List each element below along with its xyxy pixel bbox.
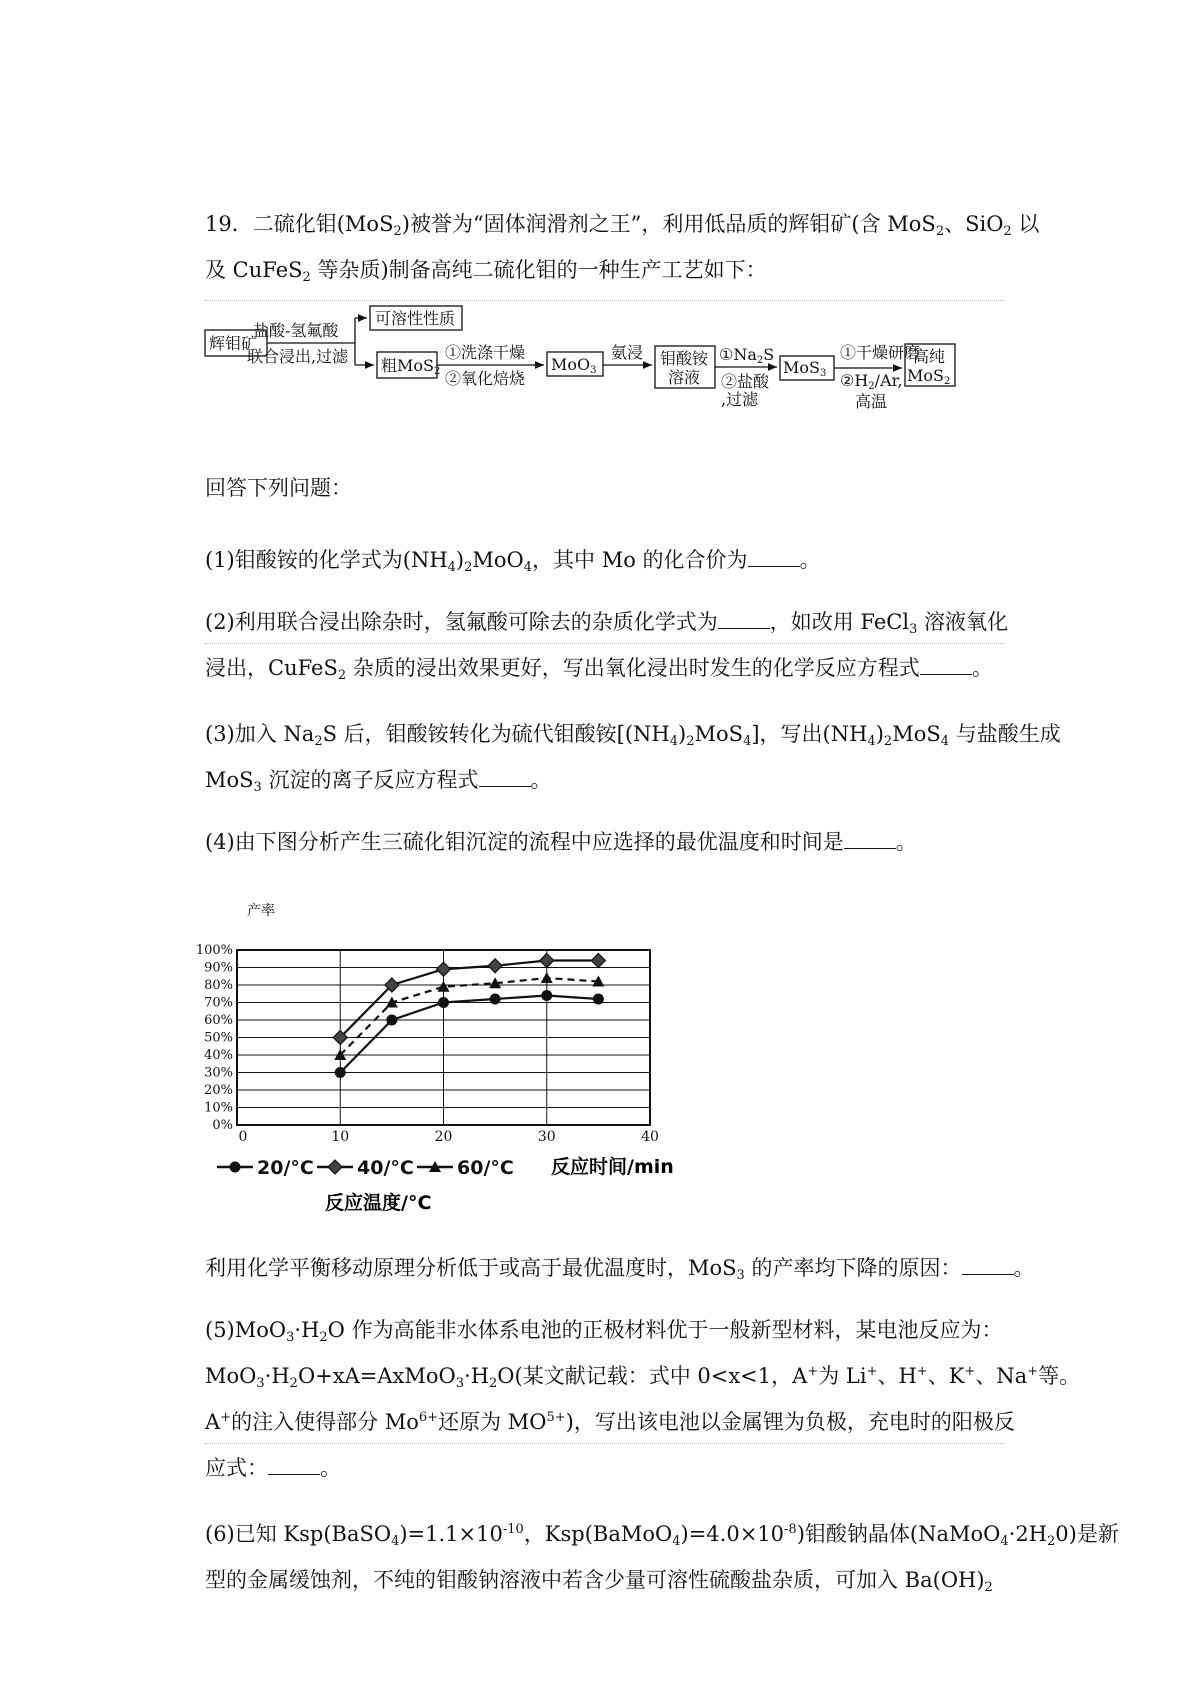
crude-label: 粗MoS2 — [381, 356, 441, 377]
legend-marker-diamond — [328, 1160, 342, 1174]
pure-label-1: 高纯 — [913, 347, 946, 366]
y-tick-label: 60% — [204, 1013, 233, 1028]
q1: (1)钼酸铵的化学式为$(NH_4)_2MoO_4$，其中 Mo 的化合价为 。 — [205, 548, 821, 575]
answer-blank[interactable] — [479, 770, 531, 787]
step2-top-label: ①洗涤干燥 — [445, 343, 526, 362]
data-point-triangle — [438, 981, 450, 992]
answer-blank[interactable] — [920, 658, 972, 675]
step5-top-label: ①干燥研磨 — [840, 343, 921, 362]
q2-line2: 浸出，CuFeS$_2$ 杂质的浸出效果更好，写出氧化浸出时发生的化学反应方程式 。 — [205, 656, 993, 683]
q5-line2: $MoO_3\cdot H_2O+xA=AxMoO_3\cdot H_2O$(某文献记载：式中 0<x<1，A+为 Li+、H+、K+、Na+等。 — [205, 1364, 1081, 1391]
moo3-label: MoO3 — [551, 355, 597, 376]
data-point-circle — [386, 1015, 397, 1026]
q4: (4)由下图分析产生三硫化钼沉淀的流程中应选择的最优温度和时间是 。 — [205, 830, 917, 854]
ammonium-label-1: 钼酸铵 — [660, 349, 709, 368]
data-point-circle — [335, 1067, 346, 1078]
legend-title: 反应温度/°C — [325, 1192, 432, 1214]
y-tick-label: 40% — [204, 1048, 233, 1063]
step3-label: 氨浸 — [611, 343, 644, 362]
series-line-3 — [340, 978, 598, 1055]
y-tick-label: 20% — [204, 1083, 233, 1098]
q5-line1: $(5)MoO_3\cdot H_2O$ 作为高能非水体系电池的正极材料优于一般新型材料，某电池反应为： — [205, 1318, 1003, 1345]
step5-mid-label: ②H2/Ar, — [840, 371, 903, 392]
ore-label: 辉钼矿 — [209, 334, 258, 353]
data-point-diamond — [591, 954, 605, 968]
yield-line-chart — [195, 895, 735, 1225]
x-tick-label: 10 — [331, 1129, 350, 1145]
q5-line4: 应式： 。 — [205, 1456, 341, 1480]
answer-blank[interactable] — [962, 1258, 1014, 1275]
y-tick-label: 50% — [204, 1030, 233, 1046]
step2-bottom-label: ②氧化焙烧 — [445, 369, 526, 388]
data-point-diamond — [437, 962, 451, 976]
q6-line2: 型的金属缓蚀剂，不纯的钼酸钠溶液中若含少量可溶性硫酸盐杂质，可加入 $Ba(OH)_2$ — [205, 1568, 993, 1595]
ammonium-label-2: 溶液 — [668, 368, 701, 387]
y-tick-label: 0% — [212, 1118, 233, 1133]
divider — [205, 643, 1005, 644]
answer-blank[interactable] — [718, 612, 770, 629]
q19-line1: 19．二硫化钼(MoS$_2$)被誉为“固体润滑剂之王”，利用低品质的辉钼矿(含 MoS$_2$、SiO$_2$ 以 — [205, 212, 1040, 239]
q19-line2: 及 CuFeS$_2$ 等杂质)制备高纯二硫化钼的一种生产工艺如下： — [205, 258, 767, 285]
pure-label-2: MoS2 — [907, 366, 951, 387]
divider — [205, 1443, 1005, 1444]
step5-bottom-label: 高温 — [855, 392, 888, 411]
series-line-1 — [340, 996, 598, 1073]
data-point-circle — [438, 997, 449, 1008]
series-line-2 — [340, 961, 598, 1038]
q3-line1: (3)加入 $Na_2S$ 后，钼酸铵转化为硫代钼酸铵$[(NH_4)_2MoS_4]$，写出$(NH_4)_2MoS_4$ 与盐酸生成 — [205, 722, 1061, 749]
x-tick-label: 40 — [641, 1129, 659, 1145]
y-tick-label: 10% — [204, 1100, 233, 1116]
legend-entry: 60/°C — [457, 1157, 514, 1179]
data-point-diamond — [540, 954, 554, 968]
data-point-circle — [541, 990, 552, 1001]
answer-prompt: 回答下列问题： — [205, 476, 352, 500]
q2-line1: (2)利用联合浸出除杂时，氢氟酸可除去的杂质化学式为 ，如改用 FeCl$_3$ 溶液氧化 — [205, 610, 1009, 637]
data-point-circle — [593, 994, 604, 1005]
x-axis-label: 反应时间/min — [551, 1156, 674, 1178]
y-tick-label: 90% — [204, 960, 233, 976]
x-tick-label: 0 — [238, 1129, 248, 1145]
step1-bottom-label: 联合浸出,过滤 — [247, 347, 349, 366]
step1-top-label: 盐酸-氢氟酸 — [253, 321, 339, 340]
legend-entry: 40/°C — [357, 1157, 414, 1179]
data-point-triangle — [541, 972, 553, 983]
q6-line1: (6)已知 $Ksp(BaSO_4)=1.1\times 10^{-10}$，$Ksp(BaMoO_4)=4.0\times 10^{-8}$)钼酸钠晶体$(NaMoO_4\cdot 2H_20)$是新 — [205, 1522, 1119, 1549]
mos3-label: MoS3 — [783, 358, 827, 379]
y-tick-label: 70% — [204, 995, 233, 1011]
y-tick-label: 100% — [195, 943, 233, 958]
answer-blank[interactable] — [748, 550, 800, 567]
step4-top-label: ①Na2S — [719, 345, 775, 366]
q4-followup: 利用化学平衡移动原理分析低于或高于最优温度时，MoS$_3$ 的产率均下降的原因： 。 — [205, 1256, 1035, 1283]
answer-blank[interactable] — [844, 832, 896, 849]
y-axis-label: 产率 — [247, 903, 275, 919]
step4-bottom-label-1: ②盐酸 — [721, 372, 770, 391]
q3-line2: MoS$_3$ 沉淀的离子反应方程式 。 — [205, 768, 552, 795]
soluble-label: 可溶性性质 — [375, 309, 456, 328]
data-point-diamond — [488, 959, 502, 973]
legend-marker-circle — [230, 1162, 241, 1173]
data-point-circle — [490, 994, 501, 1005]
x-tick-label: 30 — [537, 1129, 556, 1145]
y-tick-label: 30% — [204, 1065, 233, 1081]
q5-line3: A+的注入使得部分 $Mo^{6+}$还原为 $MO^{5+}$)，写出该电池以金属锂为负极，充电时的阳极反 — [205, 1410, 1015, 1434]
legend-entry: 20/°C — [257, 1157, 314, 1179]
process-flow-diagram — [195, 300, 1035, 420]
y-tick-label: 80% — [204, 978, 233, 993]
x-tick-label: 20 — [434, 1129, 453, 1145]
step4-bottom-label-2: ,过滤 — [721, 390, 759, 409]
answer-blank[interactable] — [268, 1458, 320, 1475]
